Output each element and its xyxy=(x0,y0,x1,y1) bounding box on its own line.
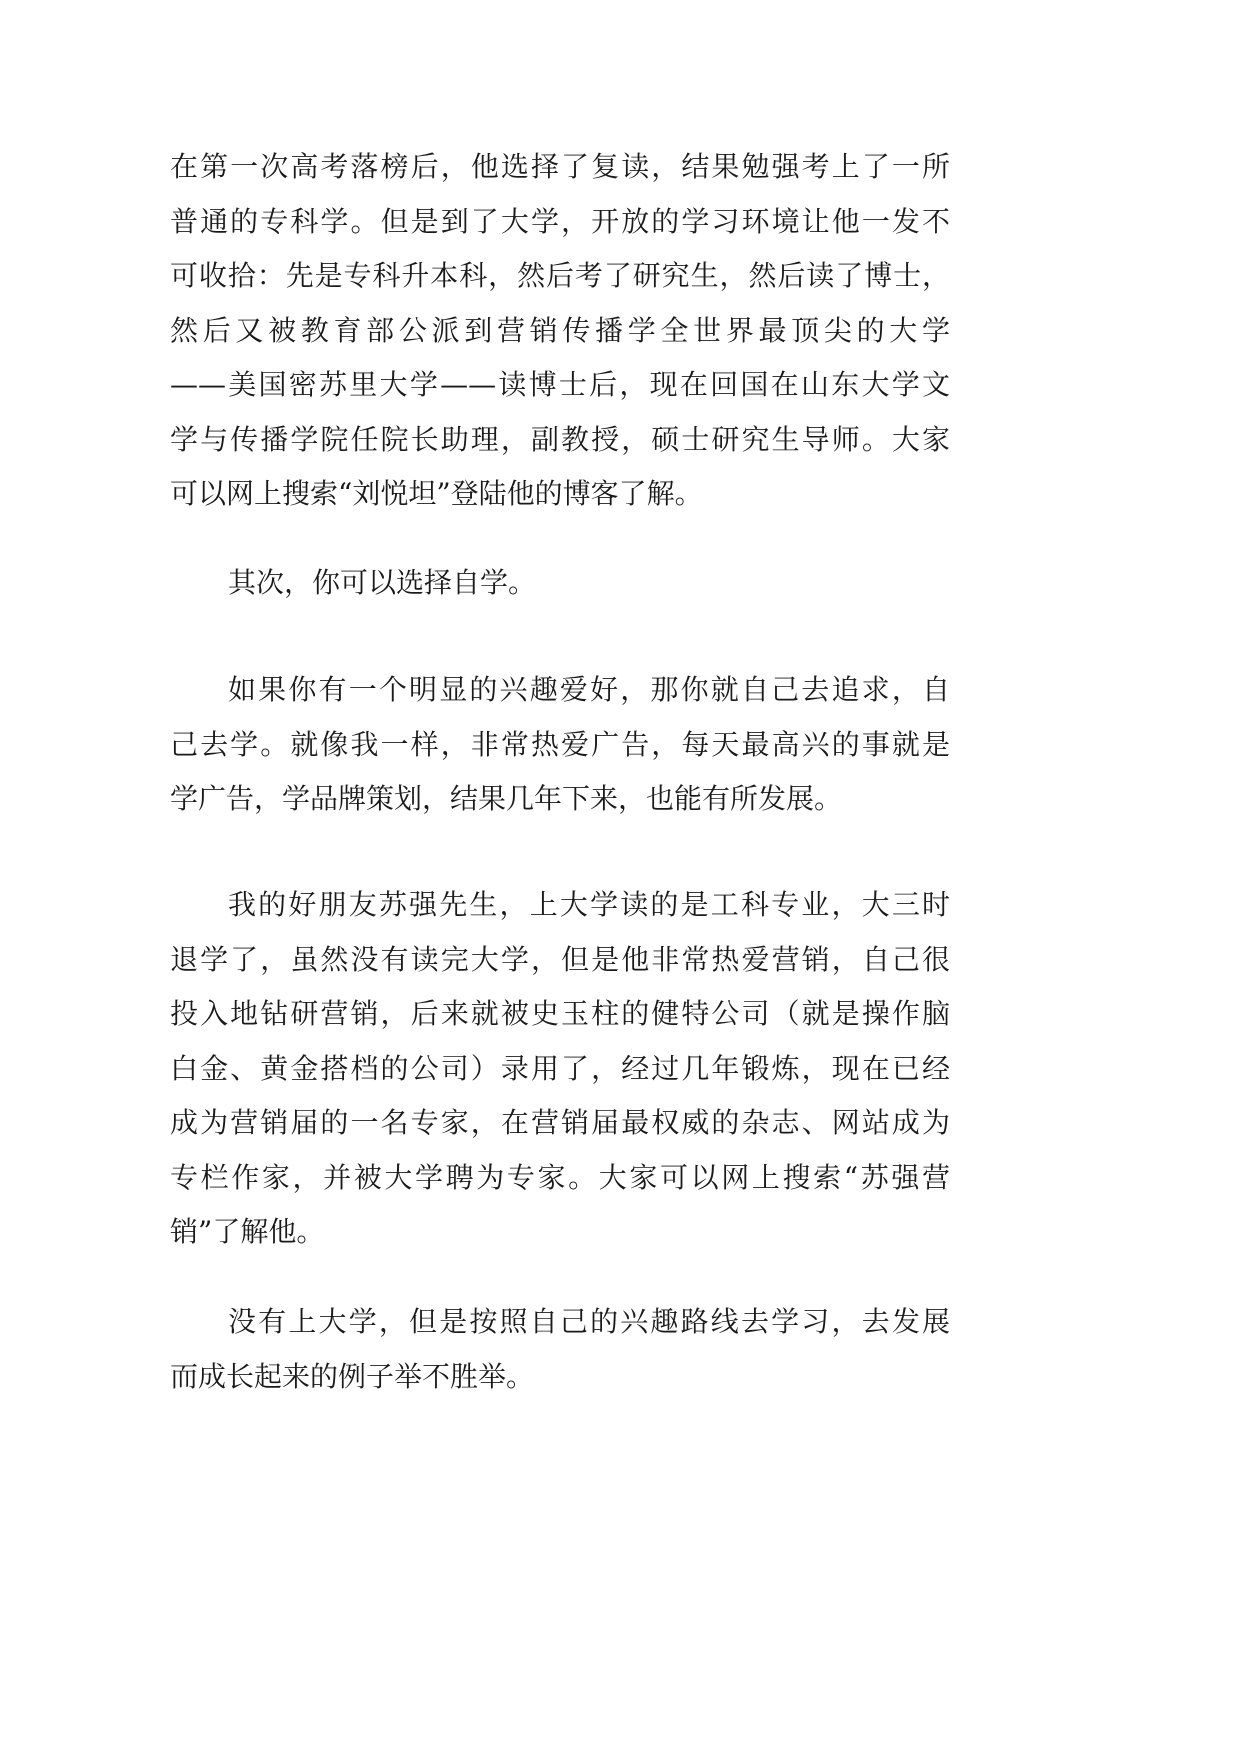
text-line: ——美国密苏里大学——读博士后，现在回国在山东大学文 xyxy=(170,368,950,401)
text-line: 投入地钻研营销，后来就被史玉柱的健特公司（就是操作脑 xyxy=(170,997,950,1030)
text-line: 普通的专科学。但是到了大学，开放的学习环境让他一发不 xyxy=(170,204,950,238)
text-line: 我的好朋友苏强先生，上大学读的是工科专业，大三时 xyxy=(228,888,950,921)
paragraph-self-study-heading xyxy=(170,556,950,611)
text-line: 学广告，学品牌策划，结果几年下来，也能有所发展。 xyxy=(170,782,843,815)
text-line: 学与传播学院任院长助理，副教授，硕士研究生导师。大家 xyxy=(170,422,950,456)
text-line: 己去学。就像我一样，非常热爱广告，每天最高兴的事就是 xyxy=(170,727,950,761)
text-line: 其次，你可以选择自学。 xyxy=(228,566,537,599)
text-line: 然后又被教育部公派到营销传播学全世界最顶尖的大学 xyxy=(170,313,950,347)
paragraph-su-qiang xyxy=(170,878,950,1260)
text-line: 可收拾：先是专科升本科，然后考了研究生，然后读了博士， xyxy=(170,259,950,292)
text-line: 白金、黄金搭档的公司）录用了，经过几年锻炼，现在已经 xyxy=(170,1051,950,1085)
text-line: 专栏作家，并被大学聘为专家。大家可以网上搜索“苏强营 xyxy=(170,1160,950,1194)
text-line: 销”了解他。 xyxy=(170,1215,325,1248)
text-line: 退学了，虽然没有读完大学，但是他非常热爱营销，自己很 xyxy=(170,942,950,976)
text-line: 在第一次高考落榜后，他选择了复读，结果勉强考上了一所 xyxy=(170,150,950,183)
text-line: 如果你有一个明显的兴趣爱好，那你就自己去追求，自 xyxy=(228,673,950,706)
text-line: 而成长起来的例子举不胜举。 xyxy=(170,1359,535,1393)
text-line: 没有上大学，但是按照自己的兴趣路线去学习，去发展 xyxy=(228,1305,950,1338)
paragraph-interest-hobby xyxy=(170,663,950,827)
paragraph-liu-yuetan xyxy=(170,140,950,522)
text-line: 成为营销届的一名专家，在营销届最权威的杂志、网站成为 xyxy=(170,1106,950,1139)
text-line: 可以网上搜索“刘悦坦”登陆他的博客了解。 xyxy=(170,477,703,510)
paragraph-conclusion xyxy=(170,1295,950,1404)
